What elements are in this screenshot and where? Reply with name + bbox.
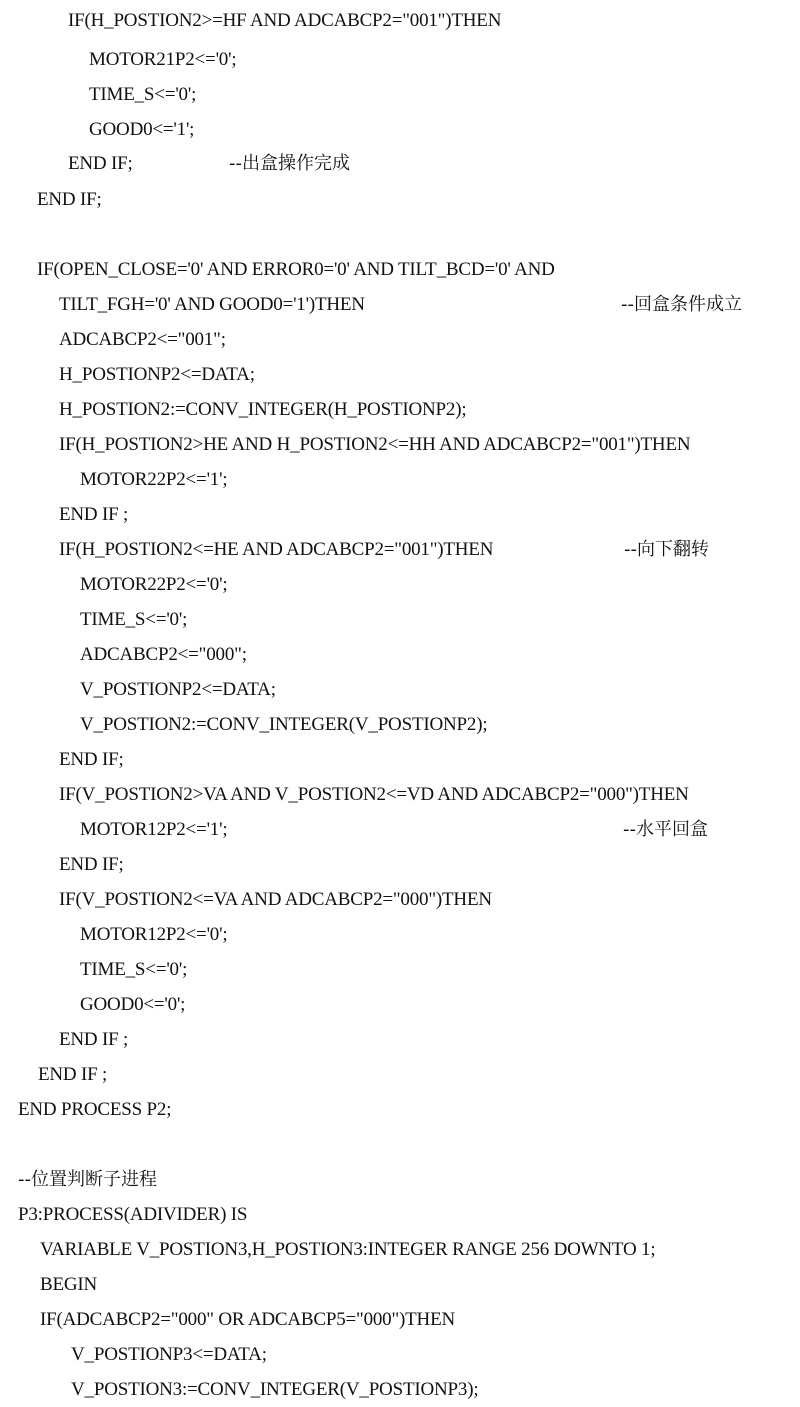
code-line: IF(H_POSTION2>=HF AND ADCABCP2="001")THEN	[68, 10, 502, 31]
code-line: V_POSTIONP3<=DATA;	[71, 1344, 267, 1365]
code-line: IF(V_POSTION2<=VA AND ADCABCP2="000")THEN	[59, 889, 492, 910]
code-line: END IF;	[68, 153, 133, 174]
code-line: ADCABCP2<="000";	[80, 644, 247, 665]
code-line: VARIABLE V_POSTION3,H_POSTION3:INTEGER RANGE 256 DOWNTO 1;	[40, 1239, 656, 1260]
code-line: TIME_S<='0';	[80, 959, 188, 980]
code-line: IF(H_POSTION2>HE AND H_POSTION2<=HH AND ADCABCP2="001")THEN	[59, 434, 691, 455]
code-comment: --向下翻转	[624, 539, 709, 560]
code-comment: --位置判断子进程	[18, 1169, 157, 1190]
code-line: END IF;	[37, 189, 102, 210]
code-comment: --回盒条件成立	[621, 294, 742, 315]
code-comment: --水平回盒	[623, 819, 708, 840]
code-line: END IF ;	[59, 1029, 129, 1050]
code-line: END IF ;	[59, 504, 129, 525]
code-line: IF(OPEN_CLOSE='0' AND ERROR0='0' AND TILT_BCD='0' AND	[37, 259, 555, 280]
code-line: MOTOR22P2<='0';	[80, 574, 228, 595]
code-line: TIME_S<='0';	[80, 609, 188, 630]
code-line: MOTOR22P2<='1';	[80, 469, 228, 490]
code-line: IF(H_POSTION2<=HE AND ADCABCP2="001")THEN	[59, 539, 494, 560]
code-line: P3:PROCESS(ADIVIDER) IS	[18, 1204, 248, 1225]
code-line: MOTOR12P2<='1';	[80, 819, 228, 840]
code-line: H_POSTIONP2<=DATA;	[59, 364, 255, 385]
code-line: IF(V_POSTION2>VA AND V_POSTION2<=VD AND ADCABCP2="000")THEN	[59, 784, 689, 805]
code-line: TIME_S<='0';	[89, 84, 197, 105]
code-line: END IF;	[59, 749, 124, 770]
code-line: GOOD0<='0';	[80, 994, 186, 1015]
code-line: V_POSTION2:=CONV_INTEGER(V_POSTIONP2);	[80, 714, 488, 735]
code-line: V_POSTIONP2<=DATA;	[80, 679, 276, 700]
code-line: TILT_FGH='0' AND GOOD0='1')THEN	[59, 294, 365, 315]
code-line: V_POSTION3:=CONV_INTEGER(V_POSTIONP3);	[71, 1379, 479, 1400]
code-line: END IF ;	[38, 1064, 108, 1085]
code-line: ADCABCP2<="001";	[59, 329, 226, 350]
code-line: END IF;	[59, 854, 124, 875]
code-line: IF(ADCABCP2="000" OR ADCABCP5="000")THEN	[40, 1309, 456, 1330]
code-line: MOTOR12P2<='0';	[80, 924, 228, 945]
code-line: BEGIN	[40, 1274, 98, 1295]
code-line: GOOD0<='1';	[89, 119, 195, 140]
code-line: H_POSTION2:=CONV_INTEGER(H_POSTIONP2);	[59, 399, 467, 420]
code-comment: --出盒操作完成	[229, 153, 350, 174]
code-line: END PROCESS P2;	[18, 1099, 172, 1120]
code-line: MOTOR21P2<='0';	[89, 49, 237, 70]
